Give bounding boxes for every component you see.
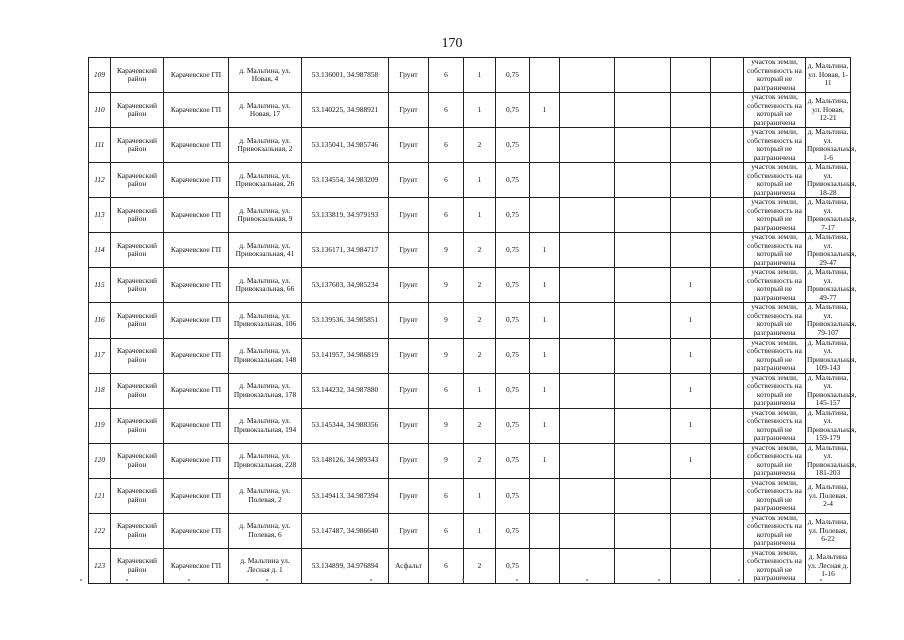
volume-cell: 0,75	[496, 128, 530, 163]
row-number: 112	[89, 163, 111, 198]
table-row	[89, 163, 851, 198]
containers-cell: 1	[464, 373, 496, 408]
district-cell: Карачевский район	[111, 443, 164, 478]
value-cell-12	[671, 478, 711, 513]
served-addresses-cell: д. Мальтина, ул. Привокзальная, 18-28	[807, 162, 857, 197]
land-ownership-cell: участок земли, собственность на который не разграничена	[744, 128, 806, 163]
value-cell-10	[560, 478, 615, 513]
surface-cell: Грунт	[389, 58, 429, 93]
value-cell-10	[560, 443, 615, 478]
value-cell-12	[671, 198, 711, 233]
volume-cell: 0,75	[496, 338, 530, 373]
value-cell-12: 1	[671, 303, 711, 338]
district-cell: Карачевский район	[111, 268, 164, 303]
settlement-cell: Карачевское ГП	[164, 163, 229, 198]
surface-cell: Грунт	[389, 303, 429, 338]
area-cell: 9	[429, 268, 464, 303]
coordinates-cell: 53.136001, 34.987858	[302, 58, 389, 93]
coordinates-cell: 53.134554, 34.983209	[302, 163, 389, 198]
table-row	[89, 268, 851, 303]
value-cell-13	[711, 338, 744, 373]
table-body	[89, 57, 857, 584]
served-addresses-cell: д. Мальтина ул. Лесная д. 1-16	[806, 548, 851, 583]
area-cell: 9	[429, 303, 464, 338]
value-cell-9: 1	[530, 268, 560, 303]
served-addresses-cell: д. Мальтина, ул. Привокзальная, 181-203	[807, 442, 857, 478]
row-number: 109	[89, 58, 111, 93]
value-cell-11	[615, 478, 671, 513]
table-row	[89, 373, 851, 408]
volume-cell: 0,75	[496, 93, 530, 128]
volume-cell: 0,75	[496, 408, 530, 443]
value-cell-10	[560, 93, 615, 128]
district-cell: Карачевский район	[111, 513, 164, 548]
coordinates-cell: 53.140225, 34.988921	[302, 93, 389, 128]
district-cell: Карачевский район	[111, 58, 164, 93]
location-cell: д. Мальтина, ул. Привокзальная, 194	[229, 408, 302, 443]
location-cell: д. Мальтина ул. Лесная д. 1	[229, 548, 302, 583]
scan-marks	[70, 573, 840, 593]
value-cell-13	[711, 268, 744, 303]
value-cell-11	[615, 373, 671, 408]
coordinates-cell: 53.141957, 34.986819	[302, 338, 389, 373]
containers-cell: 2	[464, 303, 496, 338]
district-cell: Карачевский район	[111, 373, 164, 408]
containers-cell: 1	[464, 58, 496, 93]
area-cell: 9	[429, 408, 464, 443]
value-cell-9: 1	[530, 373, 560, 408]
area-cell: 6	[429, 513, 464, 548]
area-cell: 6	[429, 373, 464, 408]
area-cell: 6	[429, 198, 464, 233]
value-cell-10	[560, 408, 615, 443]
served-addresses-cell: д. Мальтина, ул. Привокзальная, 145-157	[807, 372, 857, 408]
location-cell: д. Мальтина, ул. Привокзальная, 9	[229, 198, 302, 233]
value-cell-10	[560, 303, 615, 338]
row-number: 110	[89, 93, 111, 128]
district-cell: Карачевский район	[111, 128, 164, 163]
value-cell-13	[711, 58, 744, 93]
value-cell-11	[615, 303, 671, 338]
value-cell-9: 1	[530, 443, 560, 478]
land-ownership-cell: участок земли, собственность на который не разграничена	[744, 303, 806, 338]
served-addresses-cell: д. Мальтина, ул. Привокзальная, 7-17	[807, 197, 857, 232]
value-cell-10	[560, 268, 615, 303]
containers-cell: 2	[464, 443, 496, 478]
value-cell-11	[615, 268, 671, 303]
value-cell-11	[615, 513, 671, 548]
row-number: 114	[89, 233, 111, 268]
served-addresses-cell: д. Мальтина, ул. Новая, 12-21	[806, 93, 851, 128]
district-cell: Карачевский район	[111, 338, 164, 373]
value-cell-12	[671, 233, 711, 268]
surface-cell: Грунт	[389, 93, 429, 128]
served-addresses-cell: д. Мальтина, ул. Привокзальная, 1-6	[807, 127, 857, 162]
row-number: 118	[89, 373, 111, 408]
row-number: 120	[89, 443, 111, 478]
value-cell-11	[615, 408, 671, 443]
row-number: 117	[89, 338, 111, 373]
containers-cell: 2	[464, 338, 496, 373]
area-cell: 9	[429, 233, 464, 268]
settlement-cell: Карачевское ГП	[164, 478, 229, 513]
table-row	[89, 513, 851, 548]
surface-cell: Асфальт	[389, 548, 429, 583]
value-cell-13	[711, 233, 744, 268]
row-number: 119	[89, 408, 111, 443]
coordinates-cell: 53.144232, 34.987880	[302, 373, 389, 408]
coordinates-cell: 53.139536, 34.985851	[302, 303, 389, 338]
surface-cell: Грунт	[389, 408, 429, 443]
table-row	[89, 408, 851, 443]
surface-cell: Грунт	[389, 128, 429, 163]
value-cell-10	[560, 163, 615, 198]
land-ownership-cell: участок земли, собственность на который не разграничена	[744, 268, 806, 303]
location-cell: д. Мальтина, ул. Новая, 17	[229, 93, 302, 128]
value-cell-10	[560, 128, 615, 163]
settlement-cell: Карачевское ГП	[164, 513, 229, 548]
value-cell-10	[560, 58, 615, 93]
district-cell: Карачевский район	[111, 548, 164, 583]
served-addresses-cell: д. Мальтина, ул. Привокзальная, 49-77	[807, 267, 857, 302]
settlement-cell: Карачевское ГП	[164, 338, 229, 373]
row-number: 121	[89, 478, 111, 513]
location-cell: д. Мальтина, ул. Привокзальная, 41	[229, 233, 302, 268]
value-cell-10	[560, 338, 615, 373]
value-cell-13	[711, 513, 744, 548]
value-cell-12: 1	[671, 373, 711, 408]
value-cell-9	[530, 128, 560, 163]
land-ownership-cell: участок земли, собственность на который не разграничена	[744, 408, 806, 443]
registry-table	[88, 57, 857, 584]
value-cell-12	[671, 93, 711, 128]
value-cell-13	[711, 128, 744, 163]
land-ownership-cell: участок земли, собственность на который не разграничена	[744, 478, 806, 513]
table-row	[89, 303, 851, 338]
settlement-cell: Карачевское ГП	[164, 233, 229, 268]
value-cell-9	[530, 513, 560, 548]
area-cell: 6	[429, 93, 464, 128]
location-cell: д. Мальтина, ул. Полевая, 2	[229, 478, 302, 513]
settlement-cell: Карачевское ГП	[164, 58, 229, 93]
value-cell-10	[560, 513, 615, 548]
served-addresses-cell: д. Мальтина, ул. Полевая, 2-4	[806, 478, 851, 513]
land-ownership-cell: участок земли, собственность на который не разграничена	[744, 163, 806, 198]
value-cell-12: 1	[671, 268, 711, 303]
location-cell: д. Мальтина, ул. Привокзальная, 228	[229, 443, 302, 478]
land-ownership-cell: участок земли, собственность на который не разграничена	[744, 338, 806, 373]
value-cell-12: 1	[671, 408, 711, 443]
location-cell: д. Мальтина, ул. Привокзальная, 148	[229, 338, 302, 373]
value-cell-9	[530, 58, 560, 93]
location-cell: д. Мальтина, ул. Привокзальная, 66	[229, 268, 302, 303]
volume-cell: 0,75	[496, 303, 530, 338]
containers-cell: 2	[464, 548, 496, 583]
volume-cell: 0,75	[496, 373, 530, 408]
containers-cell: 1	[464, 478, 496, 513]
served-addresses-cell: д. Мальтина, ул. Привокзальная, 29-47	[807, 232, 857, 267]
area-cell: 6	[429, 478, 464, 513]
value-cell-9: 1	[530, 93, 560, 128]
value-cell-9: 1	[530, 233, 560, 268]
volume-cell: 0,75	[496, 163, 530, 198]
volume-cell: 0,75	[496, 478, 530, 513]
table-row	[89, 198, 851, 233]
value-cell-10	[560, 198, 615, 233]
settlement-cell: Карачевское ГП	[164, 373, 229, 408]
row-number: 116	[89, 303, 111, 338]
served-addresses-cell: д. Мальтина, ул. Привокзальная, 109-143	[807, 337, 857, 373]
value-cell-13	[711, 443, 744, 478]
value-cell-10	[560, 373, 615, 408]
coordinates-cell: 53.149413, 34.987394	[302, 478, 389, 513]
table-row	[89, 478, 851, 513]
location-cell: д. Мальтина, ул. Привокзальная, 106	[229, 303, 302, 338]
value-cell-12	[671, 513, 711, 548]
volume-cell: 0,75	[496, 58, 530, 93]
settlement-cell: Карачевское ГП	[164, 93, 229, 128]
surface-cell: Грунт	[389, 268, 429, 303]
coordinates-cell: 53.136171, 34.984717	[302, 233, 389, 268]
land-ownership-cell: участок земли, собственность на который не разграничена	[744, 443, 806, 478]
location-cell: д. Мальтина, ул. Привокзальная, 178	[229, 373, 302, 408]
containers-cell: 2	[464, 408, 496, 443]
volume-cell: 0,75	[496, 443, 530, 478]
coordinates-cell: 53.148126, 34.989343	[302, 443, 389, 478]
district-cell: Карачевский район	[111, 303, 164, 338]
surface-cell: Грунт	[389, 233, 429, 268]
surface-cell: Грунт	[389, 338, 429, 373]
location-cell: д. Мальтина, ул. Привокзальная, 26	[229, 163, 302, 198]
area-cell: 6	[429, 163, 464, 198]
land-ownership-cell: участок земли, собственность на который не разграничена	[744, 58, 806, 93]
value-cell-9: 1	[530, 338, 560, 373]
land-ownership-cell: участок земли, собственность на который не разграничена	[744, 373, 806, 408]
value-cell-11	[615, 198, 671, 233]
table-row	[89, 443, 851, 478]
value-cell-13	[711, 408, 744, 443]
district-cell: Карачевский район	[111, 408, 164, 443]
land-ownership-cell: участок земли, собственность на который не разграничена	[744, 198, 806, 233]
containers-cell: 2	[464, 128, 496, 163]
area-cell: 9	[429, 443, 464, 478]
value-cell-12	[671, 163, 711, 198]
value-cell-10	[560, 233, 615, 268]
settlement-cell: Карачевское ГП	[164, 198, 229, 233]
area-cell: 6	[429, 58, 464, 93]
value-cell-13	[711, 303, 744, 338]
area-cell: 6	[429, 548, 464, 583]
value-cell-11	[615, 443, 671, 478]
value-cell-11	[615, 233, 671, 268]
served-addresses-cell: д. Мальтина, ул. Привокзальная, 159-179	[807, 407, 857, 443]
volume-cell: 0,75	[496, 198, 530, 233]
coordinates-cell: 53,137603, 34,985234	[302, 268, 389, 303]
district-cell: Карачевский район	[111, 93, 164, 128]
value-cell-13	[711, 478, 744, 513]
value-cell-11	[615, 93, 671, 128]
coordinates-cell: 53.133819, 34.979193	[302, 198, 389, 233]
value-cell-12	[671, 58, 711, 93]
value-cell-12: 1	[671, 338, 711, 373]
settlement-cell: Карачевское ГП	[164, 303, 229, 338]
land-ownership-cell: участок земли, собственность на который не разграничена	[744, 513, 806, 548]
volume-cell: 0,75	[496, 268, 530, 303]
containers-cell: 1	[464, 198, 496, 233]
served-addresses-cell: д. Мальтина, ул. Привокзальная, 79-107	[807, 302, 857, 337]
row-number: 111	[89, 128, 111, 163]
volume-cell: 0,75	[496, 513, 530, 548]
land-ownership-cell: участок земли, собственность на который не разграничена	[744, 93, 806, 128]
containers-cell: 1	[464, 163, 496, 198]
coordinates-cell: 53.134899, 34.976894	[302, 548, 389, 583]
served-addresses-cell: д. Мальтина, ул. Новая, 1-11	[806, 58, 851, 93]
served-addresses-cell: д. Мальтина, ул. Полевая, 6-22	[806, 513, 851, 548]
settlement-cell: Карачевское ГП	[164, 443, 229, 478]
surface-cell: Грунт	[389, 198, 429, 233]
volume-cell: 0,75	[496, 233, 530, 268]
value-cell-11	[615, 58, 671, 93]
row-number: 123	[89, 548, 111, 583]
value-cell-13	[711, 373, 744, 408]
value-cell-9: 1	[530, 408, 560, 443]
value-cell-12: 1	[671, 443, 711, 478]
area-cell: 9	[429, 338, 464, 373]
district-cell: Карачевский район	[111, 163, 164, 198]
containers-cell: 1	[464, 513, 496, 548]
table-row	[89, 233, 851, 268]
settlement-cell: Карачевское ГП	[164, 408, 229, 443]
location-cell: д. Мальтина, ул. Привокзальная, 2	[229, 128, 302, 163]
land-ownership-cell: участок земли, собственность на который не разграничена	[744, 548, 806, 583]
row-number: 122	[89, 513, 111, 548]
value-cell-11	[615, 163, 671, 198]
value-cell-9	[530, 478, 560, 513]
containers-cell: 2	[464, 268, 496, 303]
area-cell: 6	[429, 128, 464, 163]
value-cell-11	[615, 338, 671, 373]
coordinates-cell: 53.135041, 34.985746	[302, 128, 389, 163]
value-cell-9: 1	[530, 303, 560, 338]
value-cell-9	[530, 163, 560, 198]
location-cell: д. Мальтина, ул. Новая, 4	[229, 58, 302, 93]
value-cell-12	[671, 128, 711, 163]
value-cell-13	[711, 163, 744, 198]
settlement-cell: Карачевское ГП	[164, 268, 229, 303]
surface-cell: Грунт	[389, 163, 429, 198]
table-row	[89, 93, 851, 128]
table-row	[89, 338, 851, 373]
coordinates-cell: 53.147487, 34.986640	[302, 513, 389, 548]
surface-cell: Грунт	[389, 513, 429, 548]
value-cell-9	[530, 198, 560, 233]
page-number: 170	[441, 36, 463, 51]
surface-cell: Грунт	[389, 373, 429, 408]
row-number: 115	[89, 268, 111, 303]
district-cell: Карачевский район	[111, 478, 164, 513]
containers-cell: 1	[464, 93, 496, 128]
table-row	[89, 58, 851, 93]
value-cell-11	[615, 128, 671, 163]
value-cell-13	[711, 93, 744, 128]
containers-cell: 2	[464, 233, 496, 268]
land-ownership-cell: участок земли, собственность на который не разграничена	[744, 233, 806, 268]
surface-cell: Грунт	[389, 478, 429, 513]
district-cell: Карачевский район	[111, 198, 164, 233]
coordinates-cell: 53.145344, 34.988356	[302, 408, 389, 443]
location-cell: д. Мальтина, ул. Полевая, 6	[229, 513, 302, 548]
volume-cell: 0,75	[496, 548, 530, 583]
settlement-cell: Карачевское ГП	[164, 128, 229, 163]
settlement-cell: Карачевское ГП	[164, 548, 229, 583]
table-row	[89, 128, 851, 163]
row-number: 113	[89, 198, 111, 233]
value-cell-13	[711, 198, 744, 233]
district-cell: Карачевский район	[111, 233, 164, 268]
surface-cell: Грунт	[389, 443, 429, 478]
